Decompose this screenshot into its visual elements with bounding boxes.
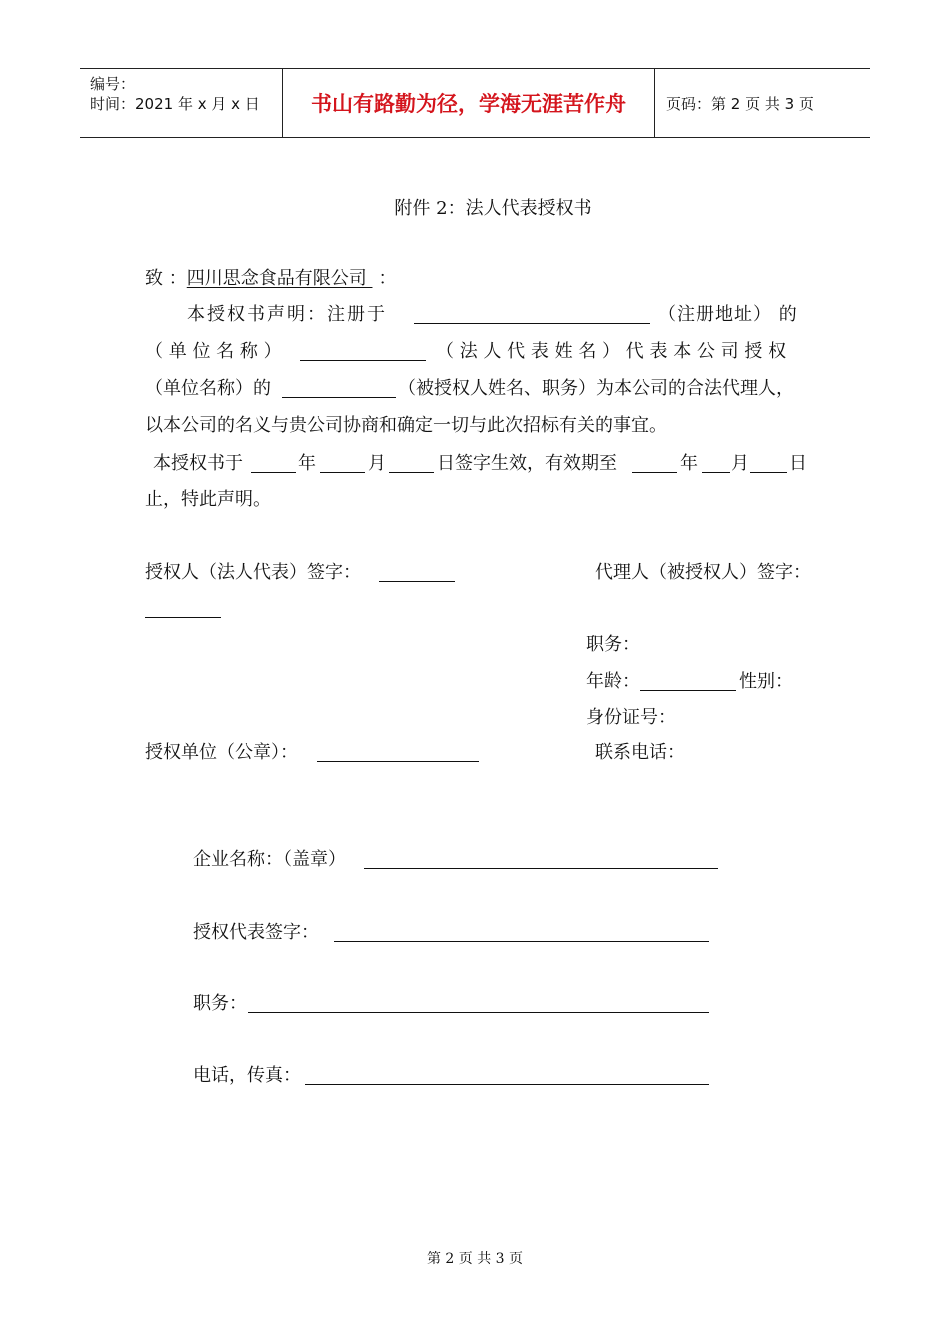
contact-phone-label: 联系电话： <box>595 742 685 763</box>
gender-label: 性别： <box>739 671 793 692</box>
para-text: 止，特此声明。 <box>145 489 271 510</box>
document-title: 附件 2：法人代表授权书 <box>394 198 592 219</box>
para-text: （ 法 人 代 表 姓 名 ） 代 表 本 公 司 授 权 <box>436 341 787 362</box>
recipient-name: 四川思念食品有限公司 <box>186 268 373 289</box>
unit-name-blank <box>300 360 426 361</box>
para-text: （单位名称）的 <box>145 378 271 399</box>
month-label: 月 <box>368 453 386 474</box>
header-motto: 书山有路勤为径，学海无涯苦作舟 <box>311 92 626 116</box>
id-number-label: 身份证号： <box>586 707 676 728</box>
year-label: 年 <box>298 453 316 474</box>
auth-unit-label: 授权单位（公章）： <box>145 742 298 763</box>
para-text: （注册地址） 的 <box>658 304 798 325</box>
age-blank <box>640 690 736 691</box>
recipient-line <box>145 270 396 288</box>
company-name-label: 企业名称：（盖章） <box>193 849 346 870</box>
address-blank <box>414 323 650 324</box>
date-blank <box>750 472 787 473</box>
page-header <box>80 68 870 138</box>
age-label: 年龄： <box>586 671 640 692</box>
date-blank <box>702 472 730 473</box>
to-suffix: ： <box>378 268 397 289</box>
month-label: 月 <box>731 453 749 474</box>
position-label: 职务： <box>586 634 640 655</box>
day-label: 日 <box>789 453 807 474</box>
phone-fax-label: 电话，传真： <box>193 1065 301 1086</box>
auth-unit-blank <box>317 761 479 762</box>
agent-sign-blank <box>145 617 221 618</box>
para-text: （被授权人姓名、职务）为本公司的合法代理人， <box>398 378 794 399</box>
para-text: 以本公司的名义与贵公司协商和确定一切与此次招标有关的事宜。 <box>145 415 667 436</box>
position2-blank <box>248 1012 709 1013</box>
header-divider <box>654 69 655 137</box>
rep-sign-label: 授权代表签字： <box>193 922 319 943</box>
authorizer-sign-blank <box>379 581 455 582</box>
date-blank <box>251 472 296 473</box>
to-prefix: 致 ： <box>145 268 187 289</box>
date-blank <box>632 472 677 473</box>
page-footer: 第 2 页 共 3 页 <box>426 1251 524 1267</box>
rep-sign-blank <box>334 941 709 942</box>
agent-name-blank <box>282 397 396 398</box>
company-name-blank <box>364 868 718 869</box>
time-label: 时间：2021 年 x 月 x 日 <box>90 95 260 113</box>
para-text: （ 单 位 名 称 ） <box>145 341 282 362</box>
para-text: 本授权书声明：注册于 <box>187 304 387 325</box>
header-page-label: 页码：第 2 页 共 3 页 <box>666 95 814 113</box>
phone-fax-blank <box>305 1084 709 1085</box>
number-label: 编号： <box>90 75 136 93</box>
date-blank <box>320 472 365 473</box>
para-text: 日签字生效，有效期至 <box>437 453 617 474</box>
year-label: 年 <box>680 453 698 474</box>
authorizer-sign-label: 授权人（法人代表）签字： <box>145 562 361 583</box>
agent-sign-label: 代理人（被授权人）签字： <box>595 562 811 583</box>
date-blank <box>389 472 434 473</box>
position2-label: 职务： <box>193 993 247 1014</box>
header-meta <box>80 69 280 137</box>
para-text: 本授权书于 <box>153 453 243 474</box>
